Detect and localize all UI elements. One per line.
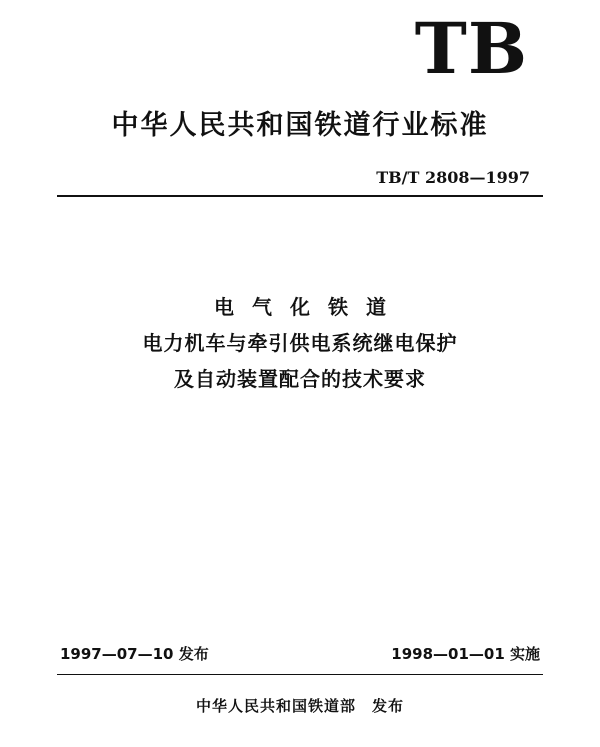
standard-organization-title: 中华人民共和国铁道行业标准 [111, 110, 489, 141]
publish-date: 1997—07—10 发布 [60, 645, 209, 663]
bottom-divider [57, 674, 543, 675]
document-title-line-2: 电力机车与牵引供电系统继电保护 [142, 331, 458, 355]
implement-date: 1998—01—01 实施 [391, 645, 540, 663]
top-divider [57, 195, 543, 197]
standard-code: TB/T 2808—1997 [376, 168, 530, 187]
tb-logo: TB [414, 7, 528, 90]
issuing-authority: 中华人民共和国铁道部 发布 [195, 697, 404, 715]
document-title-line-3: 及自动装置配合的技术要求 [174, 367, 426, 391]
document-title-line-1: 电气化铁道 [214, 295, 404, 319]
